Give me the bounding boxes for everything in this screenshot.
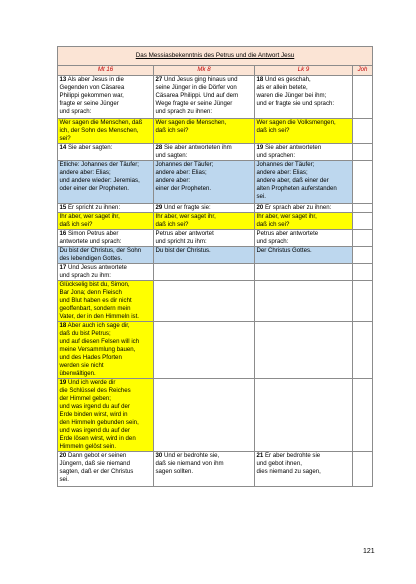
verse-cell-mk [154,379,255,452]
verse-cell-mt [58,247,154,264]
verse-text: Johannes der Täufer; andere aber: Elias; andere aber: einer der Propheten. [155,161,214,192]
verse-cell-lk [255,230,353,247]
table-row [58,230,373,247]
verse-number: 21 [256,452,264,459]
verse-cell-lk [255,379,353,452]
verse-cell-joh [353,247,373,264]
verse-number: 14 [59,144,67,151]
verse-text: Johannes der Täufer; andere aber: Elias; andere aber, daß einer der alten Propheten auferstanden sei. [256,161,337,200]
verse-cell-lk [255,322,353,379]
verse-cell-mk [154,76,255,119]
column-header-mt: Mt 16 [58,66,154,76]
verse-cell-joh [353,322,373,379]
verse-cell-mt [58,213,154,230]
table-row [58,281,373,322]
table-row [58,76,373,119]
verse-number: 18 [59,322,67,329]
verse-cell-mt [58,119,154,144]
verse-cell-mk [154,452,255,487]
verse-text: Wer sagen die Volksmengen, daß ich sei? [256,119,336,134]
verse-number: 18 [256,76,264,83]
verse-text: Du bist der Christus. [155,247,211,254]
verse-cell-mk [154,322,255,379]
verse-cell-mt [58,264,154,281]
verse-text: Und Jesus ging hinaus und seine Jünger in die Dörfer von Cäsarea Philippi. Und auf dem Wege fragte er seine Jünger und sprach zu ihnen: [155,76,239,115]
verse-cell-joh [353,264,373,281]
verse-cell-mt [58,230,154,247]
column-header-row [58,66,373,76]
page-number: 121 [363,548,375,555]
verse-number: 17 [59,264,67,271]
column-header-lk: Lk 9 [255,66,353,76]
verse-text: Wer sagen die Menschen, daß ich sei? [155,119,227,134]
verse-cell-mk [154,161,255,204]
verse-cell-joh [353,230,373,247]
verse-number: 20 [256,204,264,211]
verse-cell-joh [353,119,373,144]
verse-text: Und er bedrohte sie, daß sie niemand von ihm sagen sollten. [155,452,224,475]
verse-text: Und er fragte sie: [162,204,211,211]
verse-cell-mk [154,281,255,322]
verse-cell-mt [58,161,154,204]
verse-cell-mt [58,379,154,452]
verse-text: Du bist der Christus, der Sohn des lebendigen Gottes. [59,247,142,262]
table-row [58,119,373,144]
verse-text: Und ich werde dir die Schlüssel des Reiches der Himmel geben; und was irgend du auf der Erde binden wirst, wird in den Himmeln gebunden sein, und was irgend du auf der Erde lösen wirst, wird in den Himmeln gelöst sein. [59,379,139,450]
column-header-joh: Joh [353,66,373,76]
verse-text: Sie aber sagten: [66,144,113,151]
verse-cell-lk [255,281,353,322]
table-row [58,247,373,264]
verse-number: 13 [59,76,67,83]
verse-cell-lk [255,204,353,213]
verse-text: Petrus aber antwortet und spricht zu ihm: [155,230,214,245]
table-row [58,452,373,487]
verse-cell-joh [353,144,373,161]
verse-cell-lk [255,247,353,264]
verse-cell-lk [255,213,353,230]
verse-text: Er spricht zu ihnen: [66,204,121,211]
verse-cell-mk [154,119,255,144]
verse-number: 27 [155,76,163,83]
verse-text: Er aber bedrohte sie und gebot ihnen, dies niemand zu sagen, [256,452,321,475]
verse-cell-lk [255,76,353,119]
verse-text: Dann gebot er seinen Jüngern, daß sie niemand sagten, daß er der Christus sei. [59,452,134,483]
verse-number: 28 [155,144,163,151]
verse-number: 19 [59,379,67,386]
verse-text: Ihr aber, wer saget ihr, daß ich sei? [59,213,120,228]
verse-text: Ihr aber, wer saget ihr, daß ich sei? [256,213,317,228]
verse-text: Wer sagen die Menschen, daß ich, der Sohn des Menschen, sei? [59,119,143,142]
verse-text: Etliche: Johannes der Täufer; andere aber: Elias; und andere wieder: Jeremias, oder einer der Propheten. [59,161,140,192]
verse-cell-lk [255,119,353,144]
verse-cell-mt [58,322,154,379]
verse-number: 15 [59,204,67,211]
verse-cell-joh [353,161,373,204]
table-row [58,204,373,213]
verse-cell-joh [353,452,373,487]
verse-cell-mk [154,247,255,264]
verse-cell-mk [154,264,255,281]
verse-text: Sie aber antworteten und sprachen: [256,144,322,159]
verse-cell-joh [353,213,373,230]
verse-cell-mk [154,230,255,247]
table-row [58,322,373,379]
table-row [58,144,373,161]
verse-cell-mk [154,144,255,161]
verse-cell-lk [255,264,353,281]
verse-cell-mt [58,281,154,322]
verse-text: Und es geschah, als er allein betete, waren die Jünger bei ihm; und er fragte sie und sprach: [256,76,335,107]
verse-text: Petrus aber antwortete und sprach: [256,230,319,245]
verse-number: 19 [256,144,264,151]
verse-text: Simon Petrus aber antwortete und sprach: [59,230,122,245]
verse-text: Sie aber antworteten ihm und sagten: [155,144,232,159]
verse-cell-joh [353,76,373,119]
verse-cell-joh [353,379,373,452]
table-title: Das Messiasbekenntnis des Petrus und die Antwort Jesu [58,47,373,66]
verse-number: 20 [59,452,67,459]
verse-cell-mt [58,452,154,487]
verse-cell-joh [353,281,373,322]
verse-text: Er sprach aber zu ihnen: [263,204,332,211]
verse-cell-joh [353,204,373,213]
verse-number: 29 [155,204,163,211]
verse-cell-lk [255,452,353,487]
verse-number: 30 [155,452,163,459]
verse-cell-mt [58,76,154,119]
verse-text: Ihr aber, wer saget ihr, daß ich sei? [155,213,216,228]
synopsis-table [57,46,373,487]
verse-cell-lk [255,161,353,204]
column-header-mk: Mk 8 [154,66,255,76]
verse-text: Aber auch ich sage dir, daß du bist Petrus; und auf diesen Felsen will ich meine Versammlung bauen, und des Hades Pforten werden sie nicht überwältigen. [59,322,140,377]
verse-text: Als aber Jesus in die Gegenden von Cäsarea Philippi gekommen war, fragte er seine Jünger und sprach: [59,76,125,115]
verse-cell-mk [154,204,255,213]
verse-cell-mk [154,213,255,230]
table-row [58,213,373,230]
verse-text: Und Jesus antwortete und sprach zu ihm: [59,264,127,279]
verse-cell-lk [255,144,353,161]
verse-text: Glückselig bist du, Simon, Bar Jona; denn Fleisch und Blut haben es dir nicht geoffenbart, sondern mein Vater, der in den Himmeln ist. [59,281,139,320]
verse-cell-mt [58,144,154,161]
verse-cell-mt [58,204,154,213]
table-row [58,161,373,204]
verse-text: Der Christus Gottes. [256,247,312,254]
table-row [58,379,373,452]
verse-number: 16 [59,230,67,237]
title-row [58,47,373,66]
table-row [58,264,373,281]
